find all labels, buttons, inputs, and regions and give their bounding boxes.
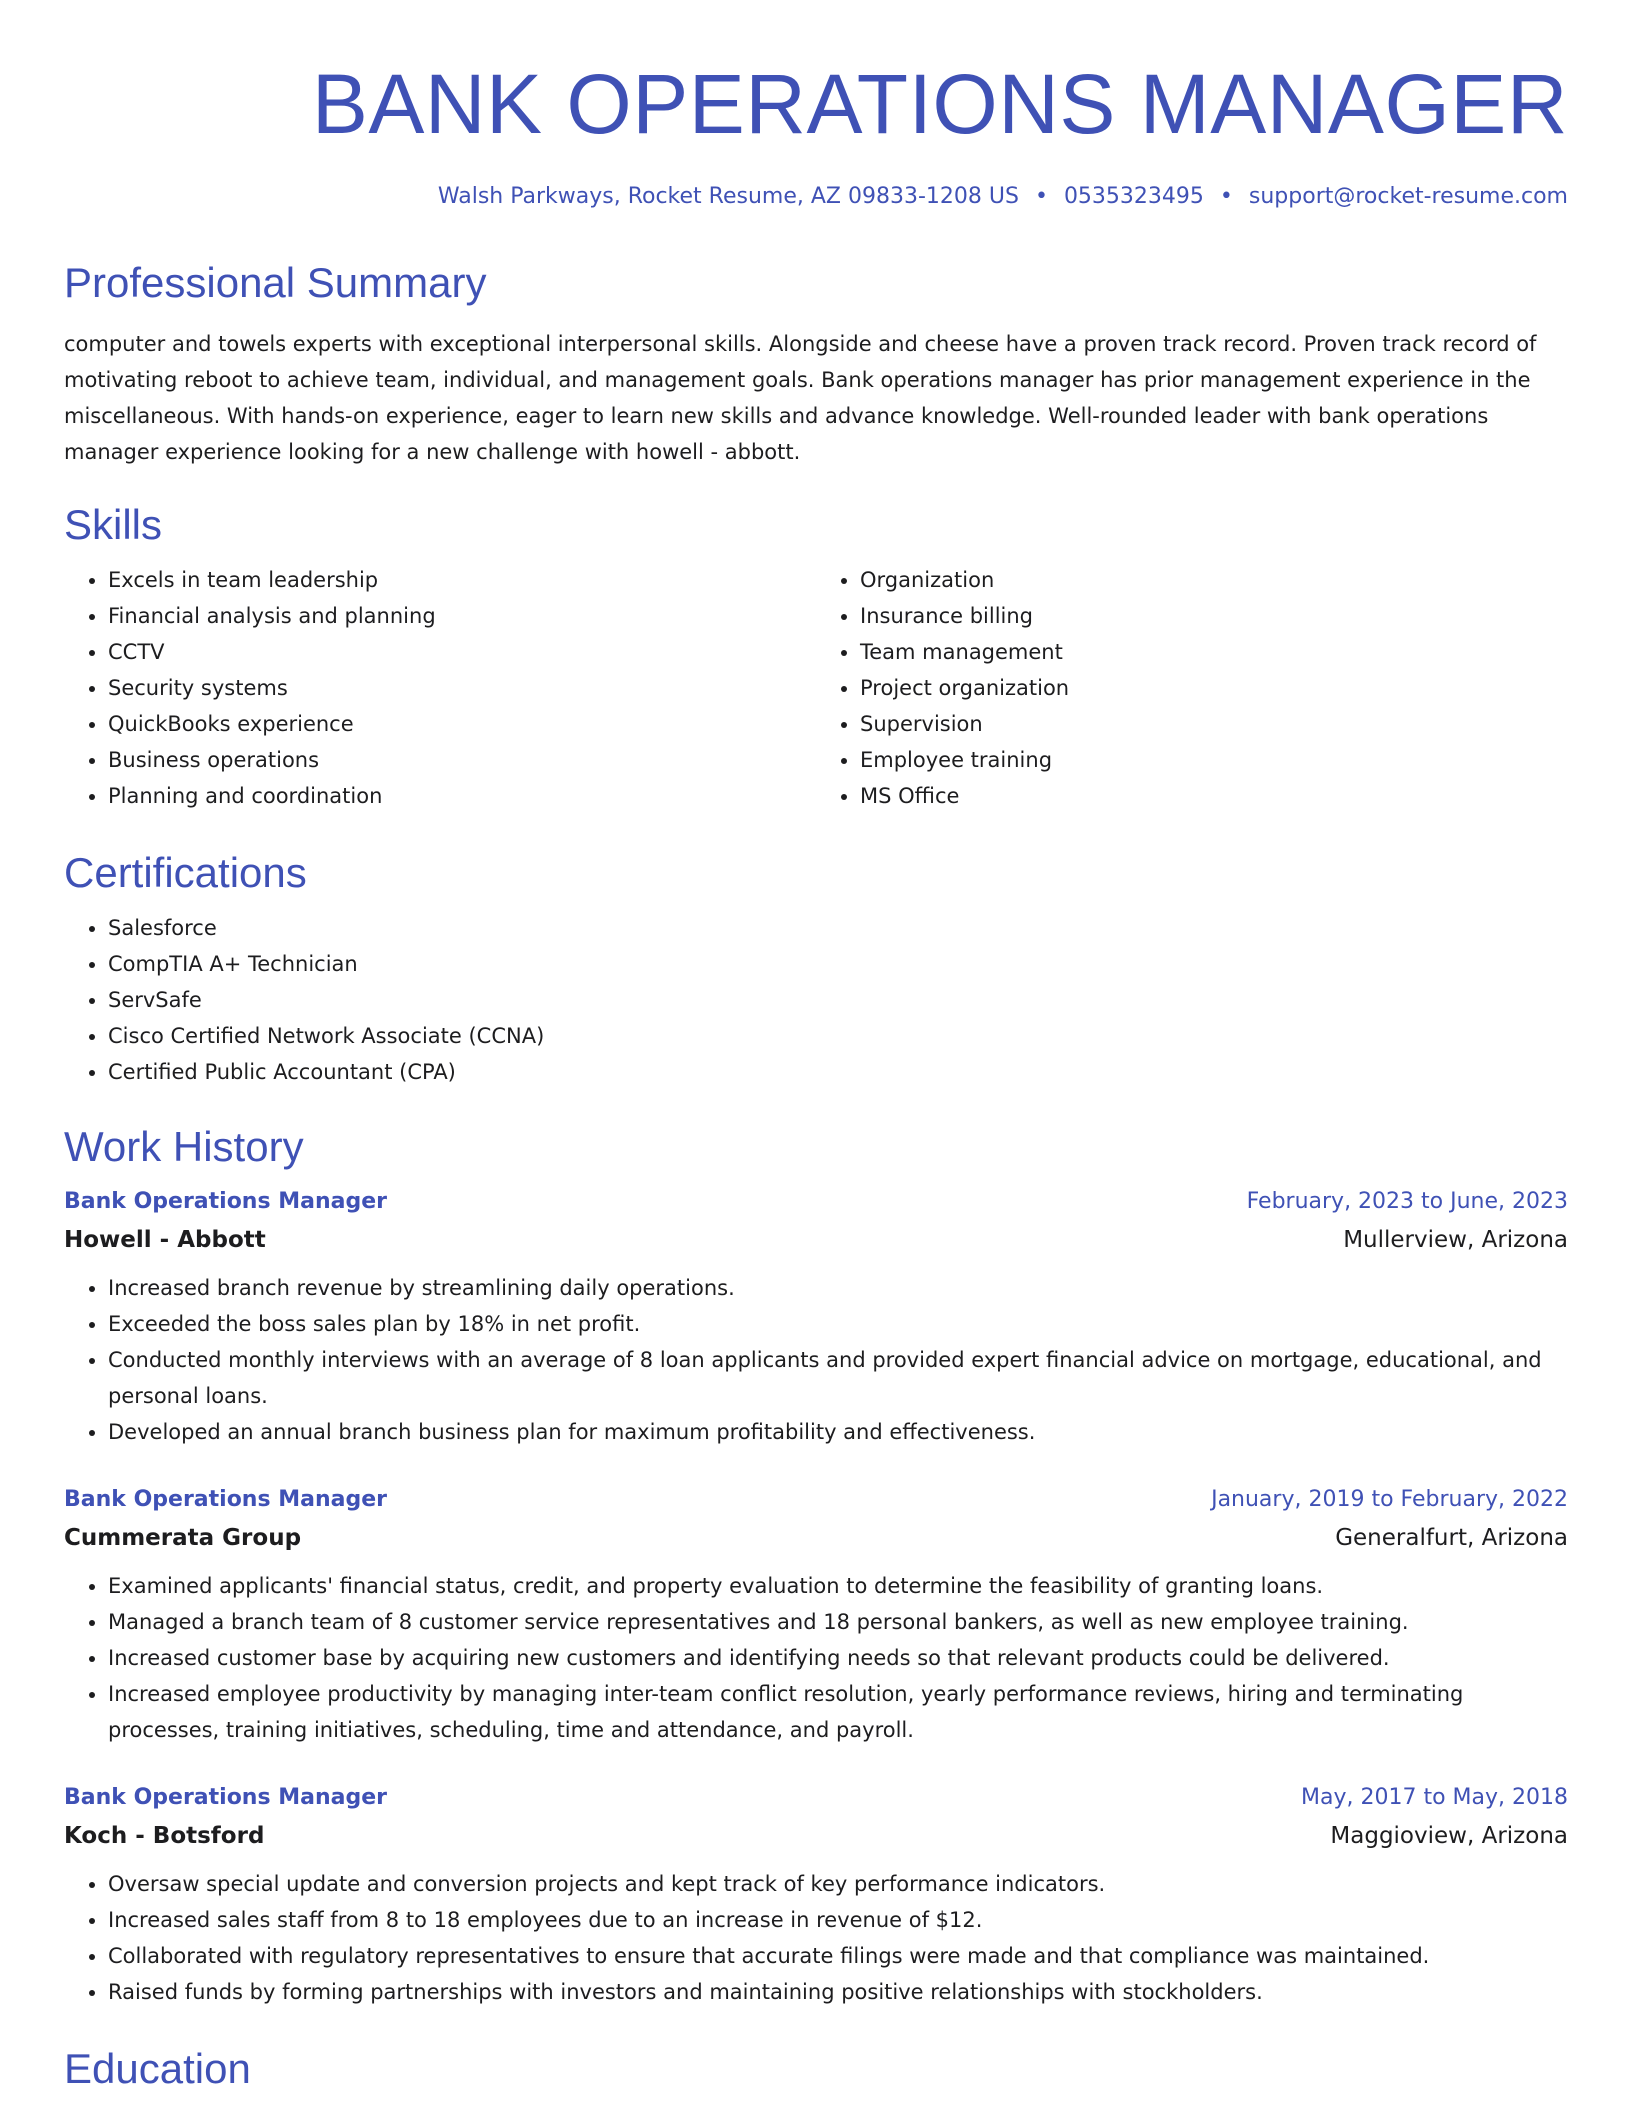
- job-bullet: • Increased employee productivity by managing inter-team conflict resolution, yearly performance reviews, hiring and terminating processes, training initiatives, scheduling, time and attendance, and payroll.: [108, 1676, 1568, 1748]
- job-company-row: [64, 1518, 1568, 1558]
- skill-item: • Supervision: [860, 706, 1568, 742]
- certifications-heading: Certifications: [64, 849, 307, 896]
- job-bullet: • Exceeded the boss sales plan by 18% in net profit.: [108, 1306, 1568, 1342]
- certification-item: • Certified Public Accountant (CPA): [108, 1054, 1568, 1090]
- job-company: Cummerata Group: [64, 1525, 302, 1551]
- job-bullet: • Collaborated with regulatory representatives to ensure that accurate filings were made and that compliance was maintained.: [108, 1938, 1568, 1974]
- job-dates: January, 2019 to February, 2022: [1211, 1487, 1568, 1512]
- skills-list-left: [64, 562, 816, 814]
- contact-separator: •: [1219, 184, 1233, 209]
- skills-heading: Skills: [64, 501, 163, 548]
- job-entry: [64, 1780, 1568, 2010]
- skill-item: • Financial analysis and planning: [108, 598, 816, 634]
- job-dates: February, 2023 to June, 2023: [1246, 1189, 1568, 1214]
- contact-email[interactable]: support@rocket-resume.com: [1248, 184, 1568, 209]
- summary-text: computer and towels experts with exceptional interpersonal skills. Alongside and cheese have a proven track record. Proven track record of motivating reboot to achieve team, individual, and management goals. Bank operations manager has prior management experience in the miscellaneous. With hands-on experience, eager to learn new skills and advance knowledge. Well-rounded leader with bank operations manager experience looking for a new challenge with howell - abbott.: [64, 332, 1537, 464]
- skill-item: • Project organization: [860, 670, 1568, 706]
- job-title-row: [64, 1780, 1568, 1816]
- skill-item: • Excels in team leadership: [108, 562, 816, 598]
- job-title-row: [64, 1482, 1568, 1518]
- job-bullet: • Examined applicants' financial status, credit, and property evaluation to determine the feasibility of granting loans.: [108, 1568, 1568, 1604]
- contact-address: Walsh Parkways, Rocket Resume, AZ 09833-1208 US: [437, 184, 1019, 209]
- job-company-row: [64, 1816, 1568, 1856]
- job-bullet: • Conducted monthly interviews with an average of 8 loan applicants and provided expert financial advice on mortgage, educational, and personal loans.: [108, 1342, 1568, 1414]
- skill-item: • Business operations: [108, 742, 816, 778]
- job-bullet: • Increased customer base by acquiring new customers and identifying needs so that relevant products could be delivered.: [108, 1640, 1568, 1676]
- job-role: Bank Operations Manager: [64, 1785, 387, 1810]
- job-entry: [64, 1482, 1568, 1748]
- skill-item: • QuickBooks experience: [108, 706, 816, 742]
- job-bullet: • Managed a branch team of 8 customer service representatives and 18 personal bankers, as well as new employee training.: [108, 1604, 1568, 1640]
- skill-item: • Employee training: [860, 742, 1568, 778]
- skill-item: • Team management: [860, 634, 1568, 670]
- job-location: Generalfurt, Arizona: [1335, 1525, 1568, 1551]
- skills-list-right: [816, 562, 1568, 814]
- job-company: Howell - Abbott: [64, 1227, 266, 1253]
- job-bullet: • Developed an annual branch business plan for maximum profitability and effectiveness.: [108, 1414, 1568, 1450]
- job-bullet-list: [64, 1568, 1568, 1748]
- certification-item: • ServSafe: [108, 982, 1568, 1018]
- job-bullet: • Oversaw special update and conversion projects and kept track of key performance indicators.: [108, 1866, 1568, 1902]
- resume-header: [64, 56, 1568, 212]
- skill-item: • CCTV: [108, 634, 816, 670]
- job-bullet: • Raised funds by forming partnerships with investors and maintaining positive relationships with stockholders.: [108, 1974, 1568, 2010]
- resume-page: [64, 0, 1568, 2094]
- job-bullet-list: [64, 1270, 1568, 1450]
- candidate-title: BANK OPERATIONS MANAGER: [311, 57, 1568, 151]
- job-location: Maggioview, Arizona: [1330, 1823, 1568, 1849]
- contact-separator: •: [1034, 184, 1048, 209]
- job-location: Mullerview, Arizona: [1343, 1227, 1568, 1253]
- job-dates: May, 2017 to May, 2018: [1301, 1785, 1568, 1810]
- contact-phone: 0535323495: [1063, 184, 1204, 209]
- work-history-heading: Work History: [64, 1123, 304, 1170]
- certification-item: • Cisco Certified Network Associate (CCNA): [108, 1018, 1568, 1054]
- skill-item: • Insurance billing: [860, 598, 1568, 634]
- job-title-row: [64, 1184, 1568, 1220]
- job-company-row: [64, 1220, 1568, 1260]
- skill-item: • Planning and coordination: [108, 778, 816, 814]
- job-bullet: • Increased sales staff from 8 to 18 employees due to an increase in revenue of $12.: [108, 1902, 1568, 1938]
- certification-item: • Salesforce: [108, 910, 1568, 946]
- skills-columns: [64, 562, 1568, 814]
- contact-line: [64, 182, 1568, 212]
- certification-item: • CompTIA A+ Technician: [108, 946, 1568, 982]
- certifications-list: [64, 910, 1568, 1090]
- skill-item: • Organization: [860, 562, 1568, 598]
- skill-item: • Security systems: [108, 670, 816, 706]
- summary-heading: Professional Summary: [64, 259, 487, 306]
- job-role: Bank Operations Manager: [64, 1189, 387, 1214]
- job-entry: [64, 1184, 1568, 1450]
- job-role: Bank Operations Manager: [64, 1487, 387, 1512]
- job-bullet-list: [64, 1866, 1568, 2010]
- job-company: Koch - Botsford: [64, 1823, 265, 1849]
- skill-item: • MS Office: [860, 778, 1568, 814]
- education-heading: Education: [64, 2045, 251, 2092]
- job-bullet: • Increased branch revenue by streamlining daily operations.: [108, 1270, 1568, 1306]
